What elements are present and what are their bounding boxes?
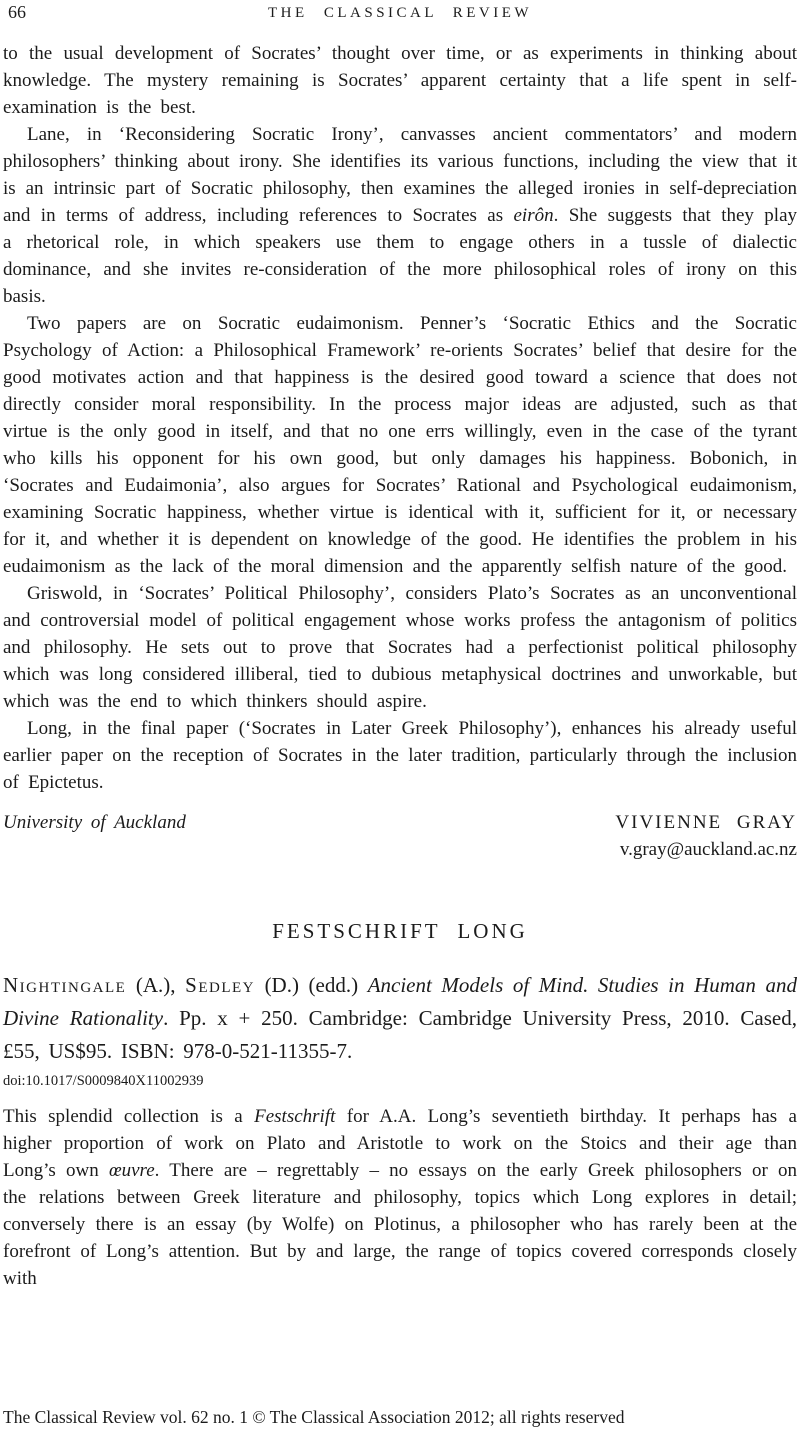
- page-body: [3, 40, 797, 1292]
- copyright-footer: The Classical Review vol. 62 no. 1 © The Classical Association 2012; all rights reserved: [3, 1407, 625, 1427]
- reviewer-email: v.gray@auckland.ac.nz: [619, 839, 797, 860]
- citation-text: (A.),: [126, 973, 186, 997]
- italic-term: eirôn: [513, 205, 554, 226]
- paragraph-griswold: Griswold, in ‘Socrates’ Political Philosophy’, considers Plato’s Socrates as an unconventional and controversial model of political engagement whose works profess the antagonism of politics and philosophy. He sets out to prove that Socrates had a perfectionist political philosophy which was long considered illiberal, tied to dubious metaphysical doctrines and unworkable, but which was the end to which thinkers should aspire.: [3, 583, 797, 712]
- reviewer-identity: [615, 809, 797, 863]
- paragraph-text: for A.A. Long’s seventieth birthday. It perhaps has a higher proportion of work on Plato and Aristotle to work on the Stoics and their age than Long’s own: [3, 1106, 797, 1181]
- paragraph-text: to the usual development of Socrates’ thought over time, or as experiments in thinking about knowledge. The mystery remaining is Socrates’ apparent certainty that a life spent in self-examination is the best.: [3, 43, 797, 118]
- paragraph-lane: [3, 121, 797, 310]
- italic-term: œuvre: [108, 1160, 155, 1181]
- paragraph-eudaimonism: Two papers are on Socratic eudaimonism. Penner’s ‘Socratic Ethics and the Socratic Psychology of Action: a Philosophical Framework’ re-orients Socrates’ belief that desire for the good motivates action and that happiness is the desired good toward a science that does not directly consider moral responsibility. In the process major ideas are adjusted, such as that virtue is the only good in itself, and that no one errs willingly, even in the case of the tyrant who kills his opponent for his own good, but only damages his happiness. Bobonich, in ‘Socrates and Eudaimonia’, also argues for Socrates’ Rational and Psychological eudaimonism, examining Socratic happiness, whether virtue is identical with it, sufficient for it, or necessary for it, and whether it is dependent on knowledge of the good. He identifies the problem in his eudaimonism as the lack of the moral dimension and the apparently selfish nature of the good.: [3, 313, 797, 577]
- editor-name: Sedley: [185, 973, 255, 997]
- doi-line: doi:10.1017/S0009840X11002939: [3, 1073, 204, 1089]
- citation-details: . Pp. x + 250. Cambridge: Cambridge University Press, 2010. Cased, £55, US$95. ISBN: 978-0-521-11355-7.: [3, 1006, 797, 1063]
- signature-block: [3, 809, 797, 863]
- page-number: 66: [8, 2, 26, 22]
- paragraph-text: This splendid collection is a: [3, 1106, 255, 1127]
- paragraph-text: . She suggests that they play a rhetorical role, in which speakers use them to engage others in a tussle of dialectic dominance, and she invites re-consideration of the more philosophical roles of irony on this basis.: [3, 205, 798, 307]
- journal-title: THE CLASSICAL REVIEW: [267, 5, 533, 21]
- editor-name: Nightingale: [3, 973, 127, 997]
- citation-text: (D.) (edd.): [254, 973, 368, 997]
- book-title: Ancient Models of Mind. Studies in Human and Divine Rationality: [3, 973, 797, 1030]
- review-gray: [3, 40, 797, 863]
- book-citation: [3, 969, 797, 1068]
- paragraph-text: . There are – regrettably – no essays on the early Greek philosophers or on the relations between Greek literature and philosophy, topics which Long explores in detail; conversely there is an essay (by Wolfe) on Plotinus, a philosopher who has rarely been at the forefront of Long’s attention. But by and large, the range of topics covered corresponds closely with: [3, 1160, 797, 1289]
- paragraph-text: Lane, in ‘Reconsidering Socratic Irony’, canvasses ancient commentators’ and modern philosophers’ thinking about irony. She identifies its various functions, including the view that it is an intrinsic part of Socratic philosophy, then examines the alleged ironies in self-depreciation and in terms of address, including references to Socrates as: [3, 124, 797, 226]
- paragraph-opening: [3, 1103, 797, 1292]
- italic-term: Festschrift: [254, 1106, 336, 1127]
- reviewer-affiliation: University of Auckland: [3, 812, 186, 833]
- review-festschrift: [3, 919, 797, 1292]
- section-title: FESTSCHRIFT LONG: [272, 919, 528, 943]
- reviewer-name: VIVIENNE GRAY: [615, 812, 797, 833]
- running-head: [3, 2, 797, 26]
- paragraph-continuation: [3, 40, 797, 121]
- paragraph-long: Long, in the final paper (‘Socrates in Later Greek Philosophy’), enhances his already useful earlier paper on the reception of Socrates in the later tradition, particularly through the inclusion of Epictetus.: [3, 718, 797, 793]
